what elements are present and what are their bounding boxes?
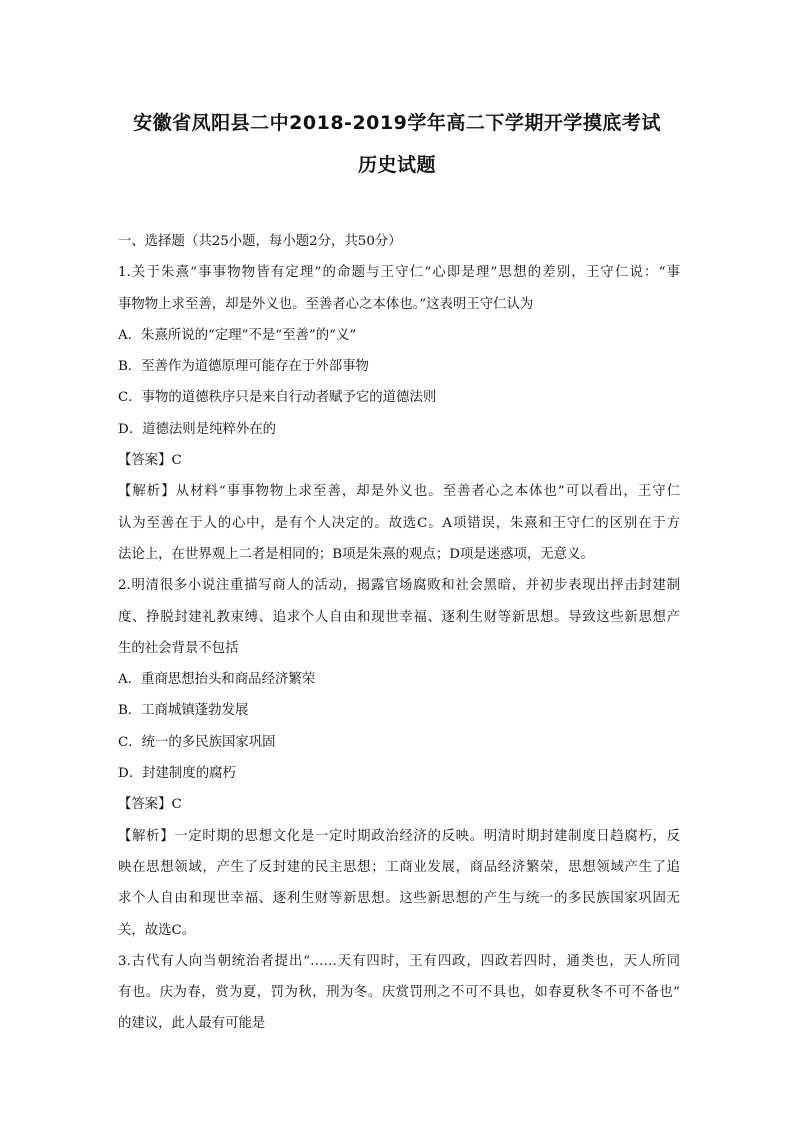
section-heading: 一、选择题（共25小题，每小题2分，共50分） [118, 234, 402, 249]
q2-analysis-line: 关，故选C。 [118, 922, 196, 938]
q1-option-c: C．事物的道德秩序只是来自行动者赋予它的道德法则 [118, 390, 437, 406]
q1-analysis-line: 认为至善在于人的心中，是有个人决定的。故选C。A项错误，朱熹和王守仁的区别在于方 [118, 515, 680, 531]
q2-analysis-line: 映在思想领域，产生了反封建的民主思想；工商业发展，商品经济繁荣，思想领域产生了追 [118, 859, 680, 875]
q2-analysis-line: 求个人自由和现世幸福、逐利生财等新思想。这些新思想的产生与统一的多民族国家巩固无 [118, 891, 680, 907]
q2-stem-line: 生的社会背景不包括 [118, 640, 239, 656]
q2-answer: 【答案】C [118, 797, 182, 813]
q2-option-b: B．工商城镇蓬勃发展 [118, 703, 249, 719]
document-subtitle: 历史试题 [357, 154, 436, 176]
q3-stem-line: 有也。庆为春，赏为夏，罚为秋，刑为冬。庆赏罚刑之不可不具也，如春夏秋冬不可不备也” [118, 985, 680, 1001]
document-body [118, 226, 680, 1040]
q1-answer: 【答案】C [118, 453, 182, 469]
q2-option-c: C．统一的多民族国家巩固 [118, 734, 276, 750]
q3-stem-line: 3.古代有人向当朝统治者提出“……天有四时，王有四政，四政若四时，通类也，天人所同 [118, 953, 680, 969]
q1-stem-line: 事物物上求至善，却是外义也。至善者心之本体也。”这表明王守仁认为 [118, 296, 534, 312]
q2-stem-line: 度、挣脱封建礼教束缚、追求个人自由和现世幸福、逐利生财等新思想。导致这些新思想产 [118, 609, 680, 625]
q1-stem-line: 1.关于朱熹“事事物物皆有定理”的命题与王守仁“心即是理”思想的差别，王守仁说：“事 [118, 265, 680, 281]
q2-stem-line: 2.明清很多小说注重描写商人的活动，揭露官场腐败和社会黑暗，并初步表现出抨击封建制 [118, 578, 680, 594]
q1-option-d: D．道德法则是纯粹外在的 [118, 421, 277, 437]
q3-stem-line: 的建议，此人最有可能是 [118, 1016, 266, 1032]
q1-analysis-line: 【解析】从材料“事事物物上求至善，却是外义也。至善者心之本体也”可以看出，王守仁 [118, 484, 680, 500]
document-title: 安徽省凤阳县二中2018-2019学年高二下学期开学摸底考试 [133, 112, 661, 134]
q2-option-d: D．封建制度的腐朽 [118, 766, 236, 782]
q2-analysis-line: 【解析】一定时期的思想文化是一定时期政治经济的反映。明清时期封建制度日趋腐朽，反 [118, 828, 680, 844]
q1-option-b: B．至善作为道德原理可能存在于外部事物 [118, 359, 369, 375]
q1-option-a: A．朱熹所说的“定理”不是“至善”的“义” [118, 327, 357, 343]
q1-analysis-line: 法论上，在世界观上二者是相同的；B项是朱熹的观点；D项是迷惑项，无意义。 [118, 546, 594, 562]
q2-option-a: A．重商思想抬头和商品经济繁荣 [118, 672, 316, 688]
